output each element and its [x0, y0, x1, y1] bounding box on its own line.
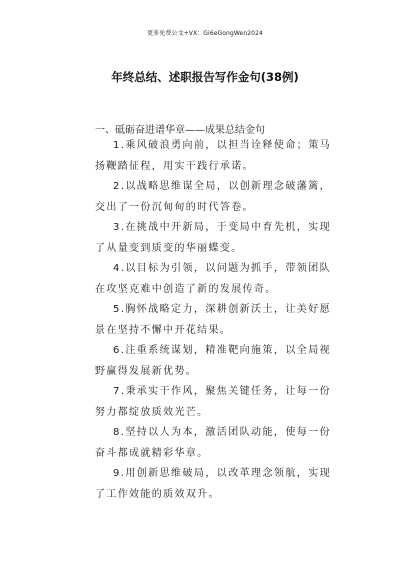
- list-item: 8.坚持以人为本，激活团队动能，使每一份奋斗都成就精彩华章。: [95, 427, 331, 459]
- list-item: 3.在挑战中开新局，于变局中育先机，实现了从量变到质变的华丽蝶变。: [95, 222, 331, 254]
- list-item: 9.用创新思维破局，以改革理念领航，实现了工作效能的质效双升。: [95, 468, 331, 500]
- list-item: 1.乘风破浪勇向前，以担当诠释使命；策马扬鞭踏征程，用实干践行承诺。: [95, 140, 331, 172]
- list-item: 6.注重系统谋划，精准靶向施策，以全局视野赢得发展新优势。: [95, 345, 331, 377]
- item-list: [95, 136, 331, 505]
- header-note: 更多免费公文+VX：Gi6eGongWen2024: [147, 30, 263, 37]
- section-heading: 一、砥砺奋进谱华章——成果总结金句: [95, 125, 265, 136]
- list-item: 5.胸怀战略定力，深耕创新沃土，让美好愿景在坚持不懈中开花结果。: [95, 304, 331, 336]
- list-item: 4.以目标为引领，以问题为抓手，带领团队在攻坚克难中创造了新的发展传奇。: [95, 263, 331, 295]
- list-item: 2.以战略思维谋全局，以创新理念破藩篱，交出了一份沉甸甸的时代答卷。: [95, 181, 331, 213]
- document-title: 年终总结、述职报告写作金句(38例): [111, 70, 299, 84]
- list-item: 7.秉承实干作风，聚焦关键任务，让每一份努力都绽放质效光芒。: [95, 386, 331, 418]
